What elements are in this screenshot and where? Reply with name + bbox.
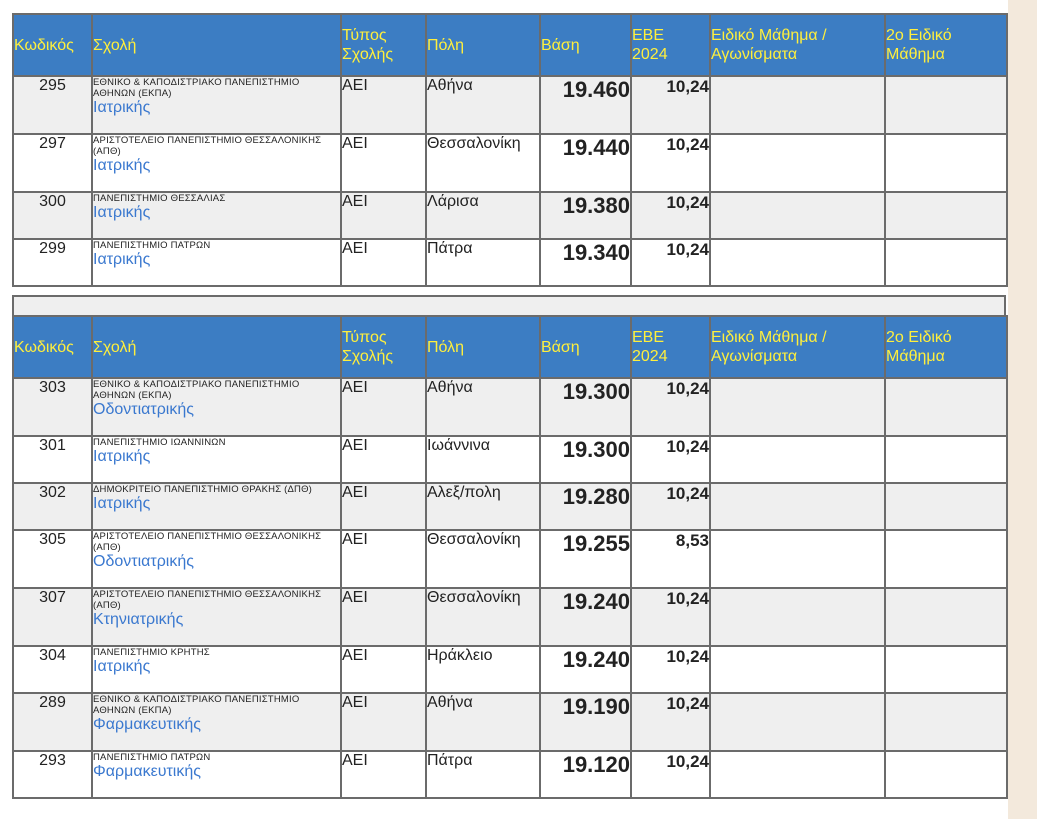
- cell-second-special: [885, 751, 1007, 798]
- cell-second-special: [885, 646, 1007, 693]
- table-header-row: [13, 316, 1007, 378]
- cell-city: Θεσσαλονίκη: [426, 588, 540, 646]
- university-name: ΑΡΙΣΤΟΤΕΛΕΙΟ ΠΑΝΕΠΙΣΤΗΜΙΟ ΘΕΣΣΑΛΟΝΙΚΗΣ (ΑΠΘ): [93, 135, 322, 157]
- cell-school: [92, 751, 341, 798]
- cell-ebe: 10,24: [631, 239, 710, 286]
- header-ebe: [631, 316, 710, 378]
- header-second-special: [885, 14, 1007, 76]
- cell-second-special: [885, 436, 1007, 483]
- cell-special-subject: [710, 436, 885, 483]
- department-link[interactable]: Ιατρικής: [93, 448, 151, 465]
- header-base: Βάση: [540, 14, 631, 76]
- cell-special-subject: [710, 751, 885, 798]
- header-second-line1: 2ο Ειδικό: [886, 27, 952, 44]
- header-ebe-line1: ΕΒΕ: [632, 329, 665, 346]
- cell-base: 19.300: [540, 378, 631, 436]
- university-name: ΔΗΜΟΚΡΙΤΕΙΟ ΠΑΝΕΠΙΣΤΗΜΙΟ ΘΡΑΚΗΣ (ΔΠΘ): [93, 484, 313, 495]
- cell-base: 19.255: [540, 530, 631, 588]
- cell-city: Λάρισα: [426, 192, 540, 239]
- table-row: [13, 646, 1007, 693]
- cell-type: ΑΕΙ: [341, 483, 426, 530]
- university-name: ΠΑΝΕΠΙΣΤΗΜΙΟ ΘΕΣΣΑΛΙΑΣ: [93, 193, 226, 204]
- header-type-line2: Σχολής: [342, 46, 394, 63]
- cell-type: ΑΕΙ: [341, 76, 426, 134]
- cell-school: [92, 76, 341, 134]
- department-link[interactable]: Ιατρικής: [93, 157, 151, 174]
- cell-ebe: 10,24: [631, 588, 710, 646]
- cell-special-subject: [710, 76, 885, 134]
- cell-code: 295: [13, 76, 92, 134]
- cell-school: [92, 483, 341, 530]
- cell-special-subject: [710, 192, 885, 239]
- cell-base: 19.340: [540, 239, 631, 286]
- cell-ebe: 8,53: [631, 530, 710, 588]
- table-body-2: [13, 378, 1007, 798]
- header-special-line1: Ειδικό Μάθημα /: [711, 329, 827, 346]
- department-link[interactable]: Ιατρικής: [93, 251, 151, 268]
- table-row: [13, 693, 1007, 751]
- header-second-special: [885, 316, 1007, 378]
- table-row: [13, 751, 1007, 798]
- university-name: ΕΘΝΙΚΟ & ΚΑΠΟΔΙΣΤΡΙΑΚΟ ΠΑΝΕΠΙΣΤΗΜΙΟ ΑΘΗΝΩΝ (ΕΚΠΑ): [93, 77, 300, 99]
- cell-ebe: 10,24: [631, 436, 710, 483]
- header-special-subject: [710, 316, 885, 378]
- cell-base: 19.440: [540, 134, 631, 192]
- cell-ebe: 10,24: [631, 693, 710, 751]
- department-link[interactable]: Κτηνιατρικής: [93, 611, 184, 628]
- cell-special-subject: [710, 530, 885, 588]
- table-separator: [12, 295, 1006, 317]
- cell-code: 300: [13, 192, 92, 239]
- cell-second-special: [885, 588, 1007, 646]
- department-link[interactable]: Ιατρικής: [93, 99, 151, 116]
- results-table-1: [12, 13, 1008, 287]
- table-row: [13, 588, 1007, 646]
- header-ebe-line2: 2024: [632, 348, 668, 365]
- cell-code: 307: [13, 588, 92, 646]
- header-type-line1: Τύπος: [342, 329, 387, 346]
- department-link[interactable]: Ιατρικής: [93, 495, 151, 512]
- cell-code: 305: [13, 530, 92, 588]
- header-school: Σχολή: [92, 14, 341, 76]
- department-link[interactable]: Ιατρικής: [93, 658, 151, 675]
- header-type: [341, 14, 426, 76]
- cell-code: 304: [13, 646, 92, 693]
- cell-ebe: 10,24: [631, 378, 710, 436]
- cell-school: [92, 530, 341, 588]
- header-type-line2: Σχολής: [342, 348, 394, 365]
- cell-school: [92, 378, 341, 436]
- cell-special-subject: [710, 378, 885, 436]
- cell-second-special: [885, 192, 1007, 239]
- header-special-line2: Αγωνίσματα: [711, 46, 798, 63]
- cell-code: 302: [13, 483, 92, 530]
- cell-type: ΑΕΙ: [341, 646, 426, 693]
- cell-base: 19.120: [540, 751, 631, 798]
- table-row: [13, 239, 1007, 286]
- header-ebe: [631, 14, 710, 76]
- cell-city: Αθήνα: [426, 378, 540, 436]
- cell-ebe: 10,24: [631, 76, 710, 134]
- department-link[interactable]: Οδοντιατρικής: [93, 553, 194, 570]
- cell-city: Θεσσαλονίκη: [426, 134, 540, 192]
- cell-second-special: [885, 76, 1007, 134]
- header-ebe-line2: 2024: [632, 46, 668, 63]
- cell-special-subject: [710, 693, 885, 751]
- cell-base: 19.460: [540, 76, 631, 134]
- cell-second-special: [885, 483, 1007, 530]
- university-name: ΠΑΝΕΠΙΣΤΗΜΙΟ ΙΩΑΝΝΙΝΩΝ: [93, 437, 226, 448]
- cell-code: 297: [13, 134, 92, 192]
- cell-special-subject: [710, 483, 885, 530]
- header-base: Βάση: [540, 316, 631, 378]
- cell-city: Θεσσαλονίκη: [426, 530, 540, 588]
- cell-special-subject: [710, 588, 885, 646]
- university-name: ΑΡΙΣΤΟΤΕΛΕΙΟ ΠΑΝΕΠΙΣΤΗΜΙΟ ΘΕΣΣΑΛΟΝΙΚΗΣ (ΑΠΘ): [93, 531, 322, 553]
- university-name: ΠΑΝΕΠΙΣΤΗΜΙΟ ΠΑΤΡΩΝ: [93, 240, 211, 251]
- cell-city: Πάτρα: [426, 751, 540, 798]
- header-city: Πόλη: [426, 316, 540, 378]
- cell-city: Ηράκλειο: [426, 646, 540, 693]
- cell-ebe: 10,24: [631, 646, 710, 693]
- cell-second-special: [885, 378, 1007, 436]
- cell-second-special: [885, 693, 1007, 751]
- table-row: [13, 436, 1007, 483]
- cell-city: Πάτρα: [426, 239, 540, 286]
- cell-school: [92, 588, 341, 646]
- cell-school: [92, 646, 341, 693]
- header-special-line2: Αγωνίσματα: [711, 348, 798, 365]
- cell-type: ΑΕΙ: [341, 192, 426, 239]
- table-row: [13, 192, 1007, 239]
- cell-ebe: 10,24: [631, 192, 710, 239]
- cell-type: ΑΕΙ: [341, 239, 426, 286]
- cell-code: 299: [13, 239, 92, 286]
- cell-school: [92, 239, 341, 286]
- header-second-line2: Μάθημα: [886, 46, 945, 63]
- cell-base: 19.240: [540, 646, 631, 693]
- cell-type: ΑΕΙ: [341, 530, 426, 588]
- university-name: ΑΡΙΣΤΟΤΕΛΕΙΟ ΠΑΝΕΠΙΣΤΗΜΙΟ ΘΕΣΣΑΛΟΝΙΚΗΣ (ΑΠΘ): [93, 589, 322, 611]
- cell-code: 289: [13, 693, 92, 751]
- table-row: [13, 378, 1007, 436]
- header-special-line1: Ειδικό Μάθημα /: [711, 27, 827, 44]
- table-row: [13, 76, 1007, 134]
- cell-ebe: 10,24: [631, 483, 710, 530]
- table-row: [13, 483, 1007, 530]
- university-name: ΠΑΝΕΠΙΣΤΗΜΙΟ ΚΡΗΤΗΣ: [93, 647, 210, 658]
- results-table-2: [12, 315, 1008, 799]
- cell-ebe: 10,24: [631, 134, 710, 192]
- cell-type: ΑΕΙ: [341, 588, 426, 646]
- cell-code: 301: [13, 436, 92, 483]
- header-school: Σχολή: [92, 316, 341, 378]
- cell-city: Αθήνα: [426, 693, 540, 751]
- cell-base: 19.190: [540, 693, 631, 751]
- header-second-line2: Μάθημα: [886, 348, 945, 365]
- cell-school: [92, 436, 341, 483]
- cell-second-special: [885, 530, 1007, 588]
- header-second-line1: 2ο Ειδικό: [886, 329, 952, 346]
- cell-special-subject: [710, 239, 885, 286]
- header-ebe-line1: ΕΒΕ: [632, 27, 665, 44]
- header-city: Πόλη: [426, 14, 540, 76]
- cell-base: 19.280: [540, 483, 631, 530]
- department-link[interactable]: Οδοντιατρικής: [93, 401, 194, 418]
- cell-type: ΑΕΙ: [341, 693, 426, 751]
- cell-ebe: 10,24: [631, 751, 710, 798]
- cell-school: [92, 192, 341, 239]
- cell-city: Αθήνα: [426, 76, 540, 134]
- table-row: [13, 530, 1007, 588]
- header-code: Κωδικός: [13, 316, 92, 378]
- cell-special-subject: [710, 646, 885, 693]
- header-type-line1: Τύπος: [342, 27, 387, 44]
- cell-type: ΑΕΙ: [341, 134, 426, 192]
- cell-school: [92, 693, 341, 751]
- cell-city: Αλεξ/πολη: [426, 483, 540, 530]
- cell-second-special: [885, 239, 1007, 286]
- header-type: [341, 316, 426, 378]
- cell-type: ΑΕΙ: [341, 436, 426, 483]
- cell-base: 19.380: [540, 192, 631, 239]
- cell-code: 303: [13, 378, 92, 436]
- university-name: ΕΘΝΙΚΟ & ΚΑΠΟΔΙΣΤΡΙΑΚΟ ΠΑΝΕΠΙΣΤΗΜΙΟ ΑΘΗΝΩΝ (ΕΚΠΑ): [93, 694, 300, 716]
- department-link[interactable]: Φαρμακευτικής: [93, 716, 201, 733]
- cell-city: Ιωάννινα: [426, 436, 540, 483]
- header-code: Κωδικός: [13, 14, 92, 76]
- university-name: ΕΘΝΙΚΟ & ΚΑΠΟΔΙΣΤΡΙΑΚΟ ΠΑΝΕΠΙΣΤΗΜΙΟ ΑΘΗΝΩΝ (ΕΚΠΑ): [93, 379, 300, 401]
- table-header-row: [13, 14, 1007, 76]
- department-link[interactable]: Φαρμακευτικής: [93, 763, 201, 780]
- cell-second-special: [885, 134, 1007, 192]
- cell-school: [92, 134, 341, 192]
- cell-special-subject: [710, 134, 885, 192]
- cell-type: ΑΕΙ: [341, 751, 426, 798]
- header-special-subject: [710, 14, 885, 76]
- cell-code: 293: [13, 751, 92, 798]
- university-name: ΠΑΝΕΠΙΣΤΗΜΙΟ ΠΑΤΡΩΝ: [93, 752, 211, 763]
- cell-base: 19.300: [540, 436, 631, 483]
- cell-base: 19.240: [540, 588, 631, 646]
- table-row: [13, 134, 1007, 192]
- cell-type: ΑΕΙ: [341, 378, 426, 436]
- table-body-1: [13, 76, 1007, 286]
- department-link[interactable]: Ιατρικής: [93, 204, 151, 221]
